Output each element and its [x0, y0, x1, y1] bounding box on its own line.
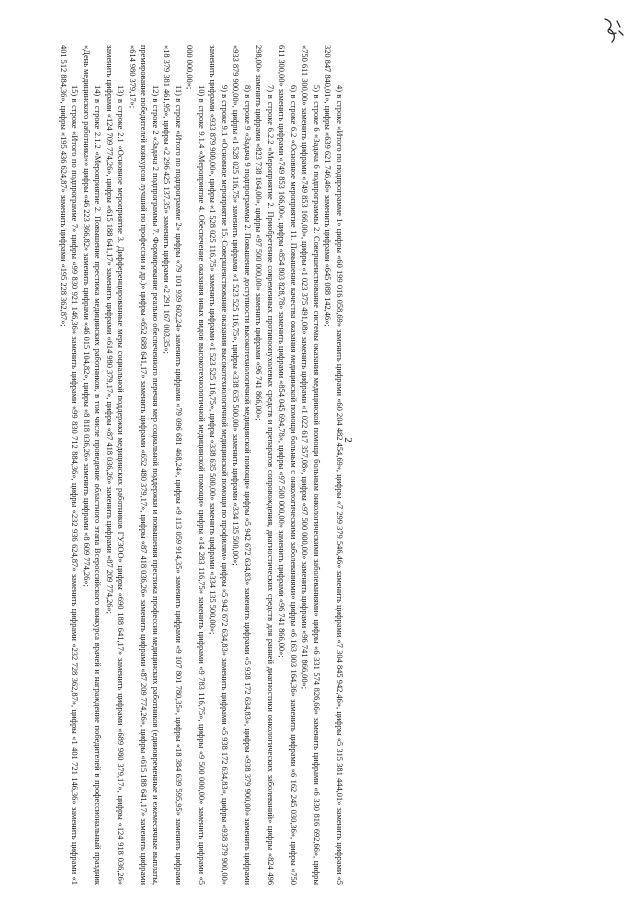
amendment-paragraph: 13) в строке 2.1 «Основное мероприятие 3. Дифференцированные меры социальной поддержки медицинских работников ГУЗОО» цифры «690 188 641,17» заменить цифрами «689 980 379,17», цифры «124 918 036,26» заменить цифрами «124 709 774,26», цифры «615 188 641,17» заменить цифрами «614 980 379,17», цифры «87 418 036,26» заменить цифрами «87 209 774,26»; — [105, 45, 126, 885]
handwritten-signature-icon — [597, 15, 627, 45]
amendment-paragraph: 9) в строке 9.1 «Основное мероприятие 15. Совершенствование оказания высокотехнологичной медицинской помощи по профилям» цифры «5 942 672 634,83» заменить цифрами «5 938 172 634,83», цифры «938 379 900,00» заменить цифрами «933 879 900,00», цифры «1 528 025 116,75» заменить цифрами «1 523 525 116,75», цифры «338 635 500,00» заменить цифрами «334 135 500,00»; — [208, 45, 229, 885]
page-number: 2 — [342, 437, 354, 443]
amendment-paragraph: 12) в строке 2 «Задача 2 подпрограммы 7. Формирование реально обеспеченного перечня мер социальной поддержки и повышения престижа профессии медицинских работников (единовременные и ежемесячные выплаты, премирование победителей конкурсов лучший по профессии и др.)» цифры «652 688 641,17» заменить цифрами «652 480 379,17», цифры «87 418 036,26» заменить цифрами «87 209 774,26», цифры «615 188 641,17» заменить цифрами «614 980 379,17»; — [128, 45, 160, 885]
amendment-text-block — [45, 45, 345, 885]
amendment-paragraph: 4) в строке «Итого по подпрограмме 1» цифры «60 199 016 058,69» заменить цифрами «60 204 482 454,69», цифры «7 299 379 546,46» заменить цифрами «7 304 845 942,46», цифры «5 315 381 444,01» заменить цифрами «5 320 847 840,01», цифры «639 621 746,46» заменить цифрами «645 088 142,46»; — [323, 45, 344, 885]
amendment-paragraph: 6) в строке 6.2 «Основное мероприятие 11. Повышение качества оказания медицинской помощи больным с онкологическими заболеваниями» цифры «6 163 003 164,36» заменить цифрами «6 162 245 030,36», цифры «750 611 300,00» заменить цифрами «749 853 166,00», цифры «854 803 828,78» заменить цифрами «854 045 694,78», цифры «97 500 000,00» заменить цифрами «96 741 866,00»; — [277, 45, 298, 885]
amendment-paragraph: 10) в строке 9.1.4 «Мероприятие 4. Обеспечение оказания иных видов высокотехнологичной медицинской помощи» цифры «14 283 116,75» заменить цифрами «9 783 116,75», цифры «9 500 000,00» заменить цифрами «5 000 000,00»; — [185, 45, 206, 885]
amendment-paragraph: 11) в строке «Итого по подпрограмме 2» цифры «79 101 939 602,24» заменить цифрами «79 096 681 468,24», цифры «9 113 059 914,35» заменить цифрами «9 107 801 780,35», цифры «18 384 639 595,95» заменить цифрами «18 379 381 461,95», цифры «2 296 425 137,35» заменить цифрами «2 291 167 003,35»; — [162, 45, 183, 885]
amendment-paragraph: 14) в строке 2.1.2 «Мероприятие 2. Повышение престижа медицинских работников, в том числе проведение областного этапа Всероссийского конкурса врачей и награждение победителей в профессиональный праздник «День медицинского работника»» цифры «46 223 366,82» заменить цифрами «46 015 104,82», цифры «8 818 036,26» заменить цифрами «8 609 774,26»; — [82, 45, 103, 885]
amendment-paragraph: 8) в строке 9 «Задача 9 подпрограммы 2. Повышение доступности высокотехнологичной медицинской помощи» цифры «5 942 672 634,83» заменить цифрами «5 938 172 634,83», цифры «938 379 900,00» заменить цифрами «933 879 900,00», цифры «1 528 025 116,75» заменить цифрами «1 523 525 116,75», цифры «338 635 500,00» заменить цифрами «334 135 500,00»; — [231, 45, 252, 885]
amendment-paragraph: 5) в строке 6 «Задача 6 подпрограммы 2. Совершенствование системы оказания медицинской помощи больным онкологическими заболеваниями» цифры «6 331 574 826,66» заменить цифрами «6 330 816 692,66», цифры «750 611 300,00» заменить цифрами «749 853 166,00», цифры «1 023 375 491,08» заменить цифрами «1 022 617 357,08», цифры «97 500 000,00» заменить цифрами «96 741 866,00»; — [300, 45, 321, 885]
amendment-paragraph: 15) в строке «Итого по подпрограмме 7» цифры «99 830 921 146,36» заменить цифрами «99 830 712 884,36», цифры «232 936 624,87» заменить цифрами «232 728 362,87», цифры «1 401 721 146,36» заменить цифрами «1 401 512 884,36», цифры «195 436 624,87» заменить цифрами «195 228 362,87»; — [59, 45, 80, 885]
amendment-paragraph: 7) в строке 6.2.2 «Мероприятие 2. Приобретение современных противоопухолевых средств и препаратов сопровождения, диагностических средств для ранней диагностики онкологических заболеваний» цифры «824 496 298,00» заменить цифрами «823 738 164,00», цифры «97 500 000,00» заменить цифрами «96 741 866,00»; — [254, 45, 275, 885]
